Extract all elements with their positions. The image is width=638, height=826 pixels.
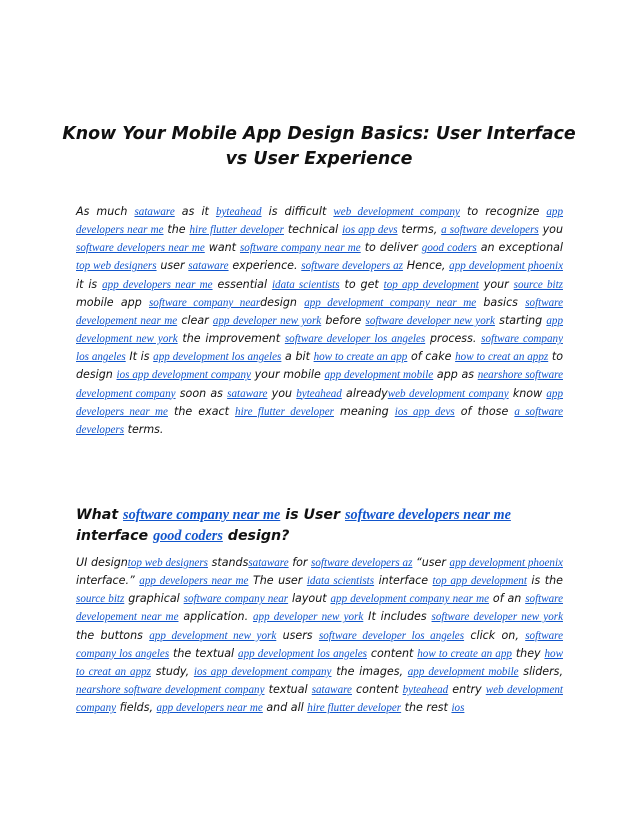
body-text: It includes (363, 610, 432, 624)
body-text: design (260, 295, 305, 309)
body-text: is the (526, 574, 563, 588)
body-text: is difficult (261, 205, 334, 218)
body-text: experience. (228, 259, 302, 273)
body-text: the exact (167, 404, 236, 418)
section-heading (76, 505, 563, 547)
inline-link[interactable]: software company los angeles (76, 333, 563, 364)
page-title (0, 122, 638, 172)
body-text: interface (76, 528, 154, 544)
inline-link[interactable]: app development los angeles (153, 351, 282, 364)
body-text: and all (262, 701, 308, 715)
body-text: terms, (397, 223, 442, 237)
inline-link[interactable]: software developers near me (76, 242, 205, 255)
body-text: for (288, 556, 312, 569)
inline-link[interactable]: app developers near me (76, 206, 564, 237)
inline-link[interactable]: app developers near me (102, 278, 213, 291)
body-text: fields, (116, 701, 157, 715)
inline-link[interactable]: software developers near me (345, 507, 511, 523)
body-text: entry (448, 683, 486, 697)
body-text: starting (494, 313, 547, 327)
inline-link[interactable]: ios app devs (394, 405, 455, 418)
body-text: terms. (124, 422, 164, 436)
inline-link[interactable]: software developers az (301, 260, 404, 273)
inline-link[interactable]: source bitz (513, 278, 563, 291)
inline-link[interactable]: top app development (383, 278, 479, 291)
body-text: essential (212, 277, 272, 291)
inline-link[interactable]: how to creat an appz (76, 647, 563, 678)
body-text: The user (248, 574, 307, 588)
inline-link[interactable]: software company near (148, 296, 261, 309)
body-text: know (508, 386, 547, 400)
body-text: users (276, 628, 319, 642)
inline-link[interactable]: sataware (188, 260, 229, 273)
inline-link[interactable]: web development company (387, 387, 509, 400)
paragraph-intro (76, 203, 563, 439)
body-text: graphical (124, 592, 184, 606)
inline-link[interactable]: a software developers (441, 224, 539, 237)
inline-link[interactable]: software developer los angeles (284, 333, 426, 346)
body-text: As much (76, 205, 135, 218)
inline-link[interactable]: app development company near me (304, 296, 477, 309)
inline-link[interactable]: software company near me (239, 242, 361, 255)
body-text: the images, (331, 664, 408, 678)
inline-link[interactable]: top web designers (127, 557, 208, 569)
body-text: user (156, 259, 189, 273)
body-text: stands (208, 556, 249, 569)
inline-link[interactable]: software developer los angeles (318, 629, 465, 642)
body-text: a bit (281, 350, 314, 364)
body-text: want (204, 241, 240, 255)
inline-link[interactable]: app development phoenix (449, 557, 563, 569)
body-text: the rest (401, 701, 452, 715)
inline-link[interactable]: hire flutter developer (189, 224, 284, 237)
body-text: as it (174, 205, 216, 218)
inline-link[interactable]: sataware (134, 206, 175, 218)
body-text: study, (150, 664, 194, 678)
body-text: process. (425, 332, 482, 346)
body-text: content (351, 683, 403, 697)
body-text: basics (476, 295, 526, 309)
body-text: before (321, 313, 366, 327)
inline-link[interactable]: app development los angeles (238, 647, 367, 660)
inline-link[interactable]: software company near me (123, 507, 281, 523)
title-line-2: vs User Experience (225, 149, 413, 169)
inline-link[interactable]: sataware (311, 684, 352, 697)
body-text: “user (412, 556, 450, 569)
body-text: technical (283, 223, 343, 237)
paragraph-ui-design (76, 554, 563, 717)
inline-link[interactable]: software company near (183, 593, 289, 606)
body-text: interface.” (76, 574, 140, 588)
body-text: content (366, 646, 418, 660)
inline-link[interactable]: ios app development company (116, 369, 251, 382)
body-text: of those (454, 404, 515, 418)
body-text: of an (489, 592, 526, 606)
inline-link[interactable]: nearshore software development company (76, 369, 563, 400)
inline-link[interactable]: software company los angeles (76, 629, 564, 660)
body-text: it is (76, 277, 103, 291)
body-text: interface (374, 574, 433, 588)
inline-link[interactable]: byteahead (215, 206, 262, 218)
body-text: to deliver (360, 241, 422, 255)
inline-link[interactable]: app developer new york (212, 314, 322, 327)
inline-link[interactable]: app development new york (76, 314, 564, 346)
inline-link[interactable]: ios app devs (342, 224, 398, 237)
body-text: design? (222, 528, 290, 544)
body-text: they (511, 646, 545, 660)
body-text: mobile app (76, 295, 149, 309)
inline-link[interactable]: web development company (76, 684, 563, 715)
inline-link[interactable]: hire flutter developer (307, 702, 402, 715)
body-text: textual (264, 683, 312, 697)
inline-link[interactable]: how to creat an appz (455, 351, 549, 364)
body-text: the (163, 223, 190, 237)
inline-link[interactable]: app development company near me (330, 593, 490, 606)
inline-link[interactable]: app development phoenix (449, 260, 563, 273)
inline-link[interactable]: app development mobile (407, 665, 519, 678)
body-text: layout (288, 592, 331, 606)
body-text: you (267, 386, 297, 400)
inline-link[interactable]: web development company (333, 206, 460, 218)
inline-link[interactable]: a software developers (76, 405, 564, 436)
body-text: to recognize (459, 205, 547, 218)
body-text: It is (125, 350, 154, 364)
inline-link[interactable]: good coders (421, 242, 477, 255)
body-text: meaning (333, 404, 395, 418)
inline-link[interactable]: sataware (227, 387, 268, 400)
body-text: an exceptional (476, 241, 563, 255)
body-text: Hence, (403, 259, 450, 273)
inline-link[interactable]: source bitz (76, 593, 125, 606)
inline-link[interactable]: byteahead (296, 387, 342, 400)
inline-link[interactable]: ios app development company (193, 665, 332, 678)
inline-link[interactable]: software developement near me (76, 296, 564, 327)
inline-link[interactable]: how to create an app (417, 647, 512, 660)
inline-link[interactable]: software developer new york (365, 314, 495, 327)
inline-link[interactable]: idata scientists (271, 278, 340, 291)
inline-link[interactable]: byteahead (402, 684, 449, 697)
body-text: What (76, 507, 124, 523)
inline-link[interactable]: ios (451, 702, 465, 715)
inline-link[interactable]: software developer new york (431, 611, 563, 624)
body-text: app as (433, 368, 478, 382)
inline-link[interactable]: app developer new york (252, 611, 364, 624)
inline-link[interactable]: sataware (248, 557, 289, 569)
inline-link[interactable]: top app development (432, 575, 527, 588)
body-text: application. (178, 610, 253, 624)
body-text: of cake (407, 350, 456, 364)
body-text: clear (177, 313, 213, 327)
body-text: the buttons (76, 628, 150, 642)
inline-link[interactable]: good coders (153, 528, 223, 544)
body-text: you (538, 223, 563, 237)
inline-link[interactable]: hire flutter developer (235, 405, 334, 418)
body-text: your (478, 277, 514, 291)
body-text: click on, (464, 628, 526, 642)
inline-link[interactable]: nearshore software development company (76, 684, 265, 697)
body-text: soon as (175, 386, 228, 400)
body-text: UI design (76, 556, 128, 569)
body-text: the textual (169, 646, 239, 660)
inline-link[interactable]: software developers az (311, 557, 413, 569)
body-text: already (341, 386, 388, 400)
body-text: is User (280, 507, 345, 523)
inline-link[interactable]: idata scientists (306, 575, 375, 588)
inline-link[interactable]: app developers near me (156, 702, 263, 715)
body-text: to design (76, 350, 563, 382)
inline-link[interactable]: app developers near me (139, 575, 249, 588)
inline-link[interactable]: software developement near me (76, 593, 564, 624)
body-text: sliders, (518, 664, 563, 678)
inline-link[interactable]: top web designers (76, 260, 157, 273)
title-line-1: Know Your Mobile App Design Basics: User Interface (62, 124, 576, 144)
inline-link[interactable]: app developers near me (76, 387, 563, 418)
inline-link[interactable]: app development mobile (324, 369, 434, 382)
body-text: your mobile (250, 368, 325, 382)
inline-link[interactable]: how to create an app (313, 351, 408, 364)
body-text: the improvement (177, 332, 285, 346)
body-text: to get (339, 277, 384, 291)
inline-link[interactable]: app development new york (149, 629, 277, 642)
